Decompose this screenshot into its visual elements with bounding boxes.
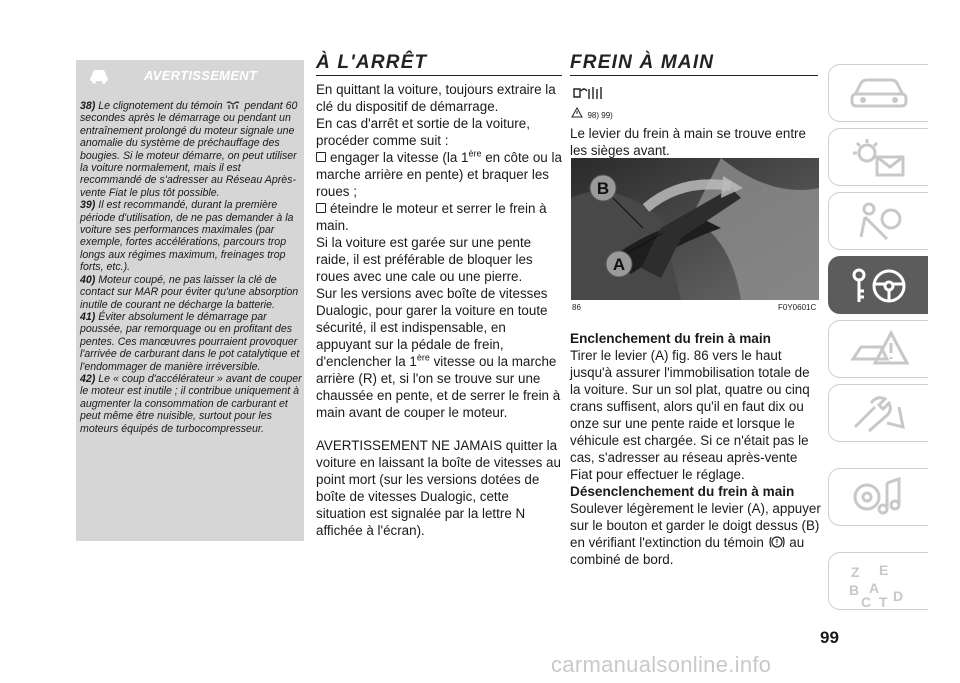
glow-plug-icon — [225, 100, 241, 110]
heading-rule — [316, 75, 562, 76]
svg-text:Z: Z — [851, 564, 860, 580]
frein-details — [570, 330, 822, 568]
tab-seat-airbag[interactable] — [828, 192, 928, 250]
warning-item — [80, 311, 302, 373]
paragraph: En quittant la voiture, toujours extraire la clé du dispositif de démarrage. — [316, 82, 556, 114]
bullet-item: engager la vitesse (la 1ère en côte ou la marche arrière en pente) et braquer les roues ; — [316, 148, 562, 199]
svg-text:A: A — [869, 580, 880, 596]
warning-item-text: Il est recommandé, durant la première période d'utilisation, de ne pas demander à la voiture ses performances maximales (par exemple, fortes accélérations, parcours trop longs aux régimes maximum, freinages trop forts, etc.). — [80, 199, 294, 274]
warning-item-number: 42) — [80, 372, 96, 385]
figure-label-a: A — [612, 255, 626, 274]
warning-item-number: 38) — [80, 100, 96, 112]
tab-key-steering[interactable] — [828, 256, 928, 314]
seat-airbag-icon — [847, 201, 911, 243]
paragraph: Si la voiture est garée sur une pente raide, il est préférable de bloquer les roues avec une cale ou une pierre. — [316, 235, 533, 284]
tab-maintenance[interactable] — [828, 384, 928, 442]
svg-text:D: D — [893, 588, 904, 604]
bullet-square-icon — [316, 203, 326, 213]
warning-header — [76, 60, 304, 90]
media-navigation-icon — [847, 477, 911, 519]
paragraph: Sur les versions avec boîte de vitesses Dualogic, pour garer la voiture en toute sécurité, il est indispensable, en appuyant sur la pédale de frein, d'enclencher la 1ère vitesse ou la marche arrière (R) et, si l'on se trouve sur une chaussée en pente, et de serrer le frein à main avant de couper le moteur. — [316, 286, 561, 420]
subheading: Désenclenchement du frein à main — [570, 484, 795, 499]
figure-label-b: B — [596, 179, 610, 198]
svg-text:!: ! — [775, 538, 778, 547]
breakdown-triangle-icon — [847, 329, 911, 371]
warning-triangle-icon — [571, 107, 583, 118]
warning-item-number: 41) — [80, 310, 96, 323]
tab-media-navigation[interactable] — [828, 468, 928, 526]
subheading: Enclenchement du frein à main — [570, 331, 771, 346]
maintenance-tools-icon — [847, 393, 911, 435]
page-number: 99 — [820, 628, 839, 647]
warning-body — [80, 100, 302, 435]
section-heading-frein: FREIN À MAIN — [570, 52, 715, 73]
car-warning-icon — [88, 66, 110, 84]
warning-lights-icon — [847, 137, 911, 179]
paragraph: Le levier du frein à main se trouve entre les sièges avant. — [570, 126, 806, 158]
warning-item-text: Moteur coupé, ne pas laisser la clé de contact sur MAR pour éviter qu'une absorption inutile de courant ne décharge la batterie. — [80, 273, 299, 311]
warning-item-text: pendant 60 secondes après le démarrage ou pendant un entraînement prolongé du moteur signale une anomalie du système de préchauffage des bougies. Si le moteur démarre, on peut utiliser la voiture normalement, mais il est recommandé de s'adresser au Réseau Après-vente Fiat le plus tôt possible. — [80, 100, 298, 199]
tab-alphabetical-index[interactable] — [828, 552, 928, 610]
warning-item-text: Éviter absolument le démarrage par poussée, par remorquage ou en profitant des pentes. Ces manœuvres pourraient provoquer l'arrivée de carburant dans le pot catalytique et l'endommager de manière irréversible. — [80, 310, 300, 373]
section-heading-arret: À L'ARRÊT — [316, 52, 428, 73]
arret-text — [316, 81, 562, 539]
figure-code: F0Y0601C — [778, 303, 817, 312]
reference-numbers: 98) 99) — [587, 111, 613, 120]
svg-text:B: B — [849, 582, 860, 598]
warning-item-text: Le clignotement du témoin — [98, 100, 226, 112]
alphabetical-index-icon — [847, 561, 911, 609]
warning-title: AVERTISSEMENT — [144, 67, 258, 83]
warning-item-number: 39) — [80, 199, 96, 212]
tab-car-dashboard[interactable] — [828, 64, 928, 122]
bullet-item: éteindre le moteur et serrer le frein à main. — [316, 201, 547, 233]
warning-item — [80, 373, 302, 435]
paragraph: Soulever légèrement le levier (A), appuyer sur le bouton et garder le doigt dessus (B) en vérifiant l'extinction du témoin ! au combiné de bord. — [570, 501, 821, 567]
heading-rule — [570, 75, 818, 76]
svg-text:T: T — [879, 594, 888, 609]
warning-item-text: Le « coup d'accélérateur » avant de couper le moteur est inutile ; il contribue uniquement à augmenter la consommation de carburant et peut même être nuisible, surtout pour les moteurs équipés de turbocompresseur. — [80, 372, 302, 435]
paragraph: AVERTISSEMENT NE JAMAIS quitter la voiture en laissant la boîte de vitesses au point mort (sur les versions dotées de boîte de vitesses Dualogic, cette situation est signalée par la lettre N affichée à l'écran). — [316, 438, 561, 538]
brake-warning-light-icon — [768, 535, 786, 549]
tab-breakdown[interactable] — [828, 320, 928, 378]
warning-item-number: 40) — [80, 273, 96, 286]
car-dashboard-icon — [847, 73, 911, 115]
warning-refs — [571, 105, 613, 123]
warning-item — [80, 274, 302, 311]
svg-text:E: E — [879, 562, 889, 578]
handbrake-figure — [571, 158, 819, 300]
paragraph: Tirer le levier (A) fig. 86 vers le haut jusqu'à assurer l'immobilisation totale de la voiture. Sur un sol plat, quatre ou cinq crans suffisent, alors qu'il en faut dix ou onze sur une pente raide et lorsque le véhicule est chargée. Si ce n'était pas le cas, s'adresser au réseau après-vente Fiat pour effectuer le réglage. — [570, 348, 810, 482]
svg-text:C: C — [861, 594, 872, 609]
bullet-square-icon — [316, 152, 326, 162]
warning-item — [80, 100, 302, 199]
frein-intro — [570, 125, 822, 159]
tab-warning-lights[interactable] — [828, 128, 928, 186]
handbrake-photo — [571, 158, 819, 300]
watermark: carmanualsonline.info — [551, 652, 772, 677]
figure-number: 86 — [572, 303, 581, 312]
warning-item — [80, 199, 302, 273]
key-steering-icon — [847, 265, 911, 307]
paragraph: En cas d'arrêt et sortie de la voiture, procéder comme suit : — [316, 116, 530, 148]
